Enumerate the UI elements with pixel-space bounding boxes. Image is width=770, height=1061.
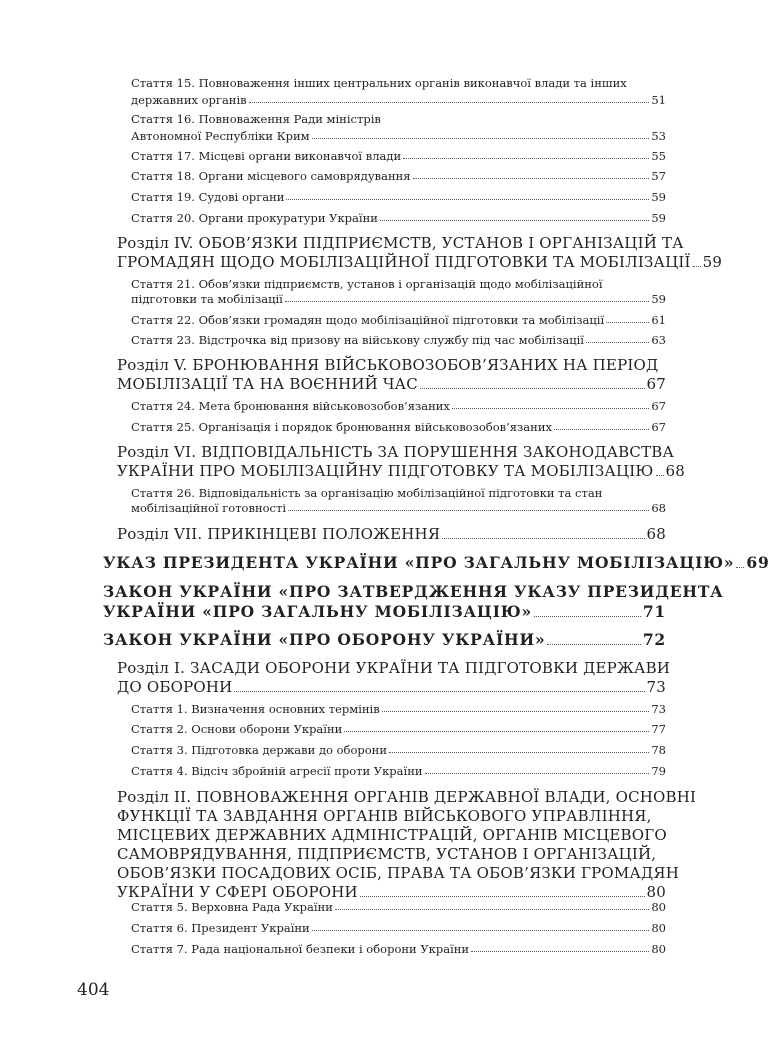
toc-entry-title: Стаття 19. Судові органи [131, 190, 285, 204]
toc-entry-s26[interactable] [131, 501, 666, 515]
toc-section-r6[interactable] [117, 462, 685, 480]
dot-leader [420, 388, 645, 389]
dot-leader [249, 102, 650, 103]
toc-page-number: 77 [651, 722, 666, 736]
toc-page-number: 67 [646, 375, 666, 393]
toc-page-number: 59 [651, 292, 666, 306]
toc-document-title: ЗАКОН УКРАЇНИ «ПРО ОБОРОНУ УКРАЇНИ» [103, 630, 546, 649]
toc-document-title: УКАЗ ПРЕЗИДЕНТА УКРАЇНИ «ПРО ЗАГАЛЬНУ МОБІЛІЗАЦІЮ» [103, 553, 735, 572]
toc-entry-a3[interactable] [131, 743, 666, 757]
toc-entry-s17[interactable] [131, 149, 666, 163]
toc-entry-title: Стаття 18. Органи місцевого самоврядування [131, 169, 411, 183]
toc-entry-s15-line1: Стаття 15. Повноваження інших центральних органів виконавчої влади та інших [131, 76, 627, 90]
toc-entry-a1[interactable] [131, 702, 666, 716]
toc-entry-title: Стаття 23. Відстрочка від призову на військову службу під час мобілізації [131, 333, 584, 347]
toc-entry-s26-line1: Стаття 26. Відповідальність за організацію мобілізаційної підготовки та стан [131, 486, 603, 500]
toc-page-number: 53 [651, 129, 666, 143]
toc-entry-title: Стаття 17. Місцеві органи виконавчої влади [131, 149, 402, 163]
dot-leader [425, 773, 650, 774]
dot-leader [693, 266, 701, 267]
dot-leader [335, 909, 649, 910]
dot-leader [403, 158, 649, 159]
toc-entry-title: Стаття 6. Президент України [131, 921, 310, 935]
dot-leader [413, 178, 650, 179]
toc-section-d2-line3: МІСЦЕВИХ ДЕРЖАВНИХ АДМІНІСТРАЦІЙ, ОРГАНІВ МІСЦЕВОГО [117, 826, 667, 844]
dot-leader [312, 930, 650, 931]
toc-page-number: 72 [642, 630, 666, 649]
toc-document-zakon1-line1: ЗАКОН УКРАЇНИ «ПРО ЗАТВЕРДЖЕННЯ УКАЗУ ПРЕЗИДЕНТА [103, 582, 724, 601]
dot-leader [285, 301, 650, 302]
toc-page-number: 80 [651, 942, 666, 956]
toc-section-d2-line2: ФУНКЦІЇ ТА ЗАВДАННЯ ОРГАНІВ ВІЙСЬКОВОГО УПРАВЛІННЯ, [117, 807, 652, 825]
toc-entry-s25[interactable] [131, 420, 666, 434]
dot-leader [382, 711, 650, 712]
toc-section-d2-line4: САМОВРЯДУВАННЯ, ПІДПРИЄМСТВ, УСТАНОВ І ОРГАНІЗАЦІЙ, [117, 845, 657, 863]
toc-entry-title: мобілізаційної готовності [131, 501, 287, 515]
toc-page-number: 59 [651, 211, 666, 225]
dot-leader [471, 951, 649, 952]
toc-page-number: 73 [646, 678, 666, 696]
toc-page-number: 79 [651, 764, 666, 778]
toc-page-number: 59 [651, 190, 666, 204]
toc-section-r4[interactable] [117, 253, 723, 271]
dot-leader [234, 691, 644, 692]
dot-leader [344, 731, 649, 732]
toc-page-number: 80 [646, 883, 666, 901]
dot-leader [554, 429, 649, 430]
toc-page-number: 55 [651, 149, 666, 163]
dot-leader [547, 644, 640, 645]
toc-section-title: Розділ VII. ПРИКІНЦЕВІ ПОЛОЖЕННЯ [117, 525, 441, 543]
toc-section-title: ГРОМАДЯН ЩОДО МОБІЛІЗАЦІЙНОЇ ПІДГОТОВКИ ТА МОБІЛІЗАЦІЇ [117, 253, 691, 271]
toc-entry-s21-line1: Стаття 21. Обов’язки підприємств, установ і організацій щодо мобілізаційної [131, 277, 603, 291]
toc-section-d2-line1: Розділ ІІ. ПОВНОВАЖЕННЯ ОРГАНІВ ДЕРЖАВНОЇ ВЛАДИ, ОСНОВНІ [117, 788, 697, 806]
dot-leader [534, 616, 641, 617]
toc-entry-s22[interactable] [131, 313, 666, 327]
toc-entry-s23[interactable] [131, 333, 666, 347]
toc-entry-title: державних органів [131, 93, 247, 107]
toc-section-title: УКРАЇНИ У СФЕРІ ОБОРОНИ [117, 883, 358, 901]
dot-leader [288, 510, 649, 511]
toc-section-d1-line1: Розділ І. ЗАСАДИ ОБОРОНИ УКРАЇНИ ТА ПІДГОТОВКИ ДЕРЖАВИ [117, 659, 671, 677]
toc-page-number: 68 [665, 462, 685, 480]
toc-page-number: 63 [651, 333, 666, 347]
toc-document-zakon1[interactable] [103, 602, 666, 621]
toc-entry-title: Стаття 22. Обов’язки громадян щодо мобілізаційної підготовки та мобілізації [131, 313, 605, 327]
toc-entry-s16-line1: Стаття 16. Повноваження Ради міністрів [131, 112, 381, 126]
toc-section-r7[interactable] [117, 525, 666, 543]
toc-entry-title: Стаття 4. Відсіч збройній агресії проти України [131, 764, 423, 778]
toc-entry-title: Стаття 20. Органи прокуратури України [131, 211, 378, 225]
toc-page-number: 80 [651, 900, 666, 914]
toc-entry-title: Стаття 25. Організація і порядок бронювання військовозобов’язаних [131, 420, 552, 434]
dot-leader [656, 475, 664, 476]
dot-leader [286, 199, 649, 200]
toc-page-number: 73 [651, 702, 666, 716]
dot-leader [380, 220, 649, 221]
toc-entry-a2[interactable] [131, 722, 666, 736]
toc-section-title: МОБІЛІЗАЦІЇ ТА НА ВОЄННИЙ ЧАС [117, 375, 418, 393]
toc-section-d1[interactable] [117, 678, 666, 696]
toc-section-r6-line1: Розділ VI. ВІДПОВІДАЛЬНІСТЬ ЗА ПОРУШЕННЯ ЗАКОНОДАВСТВА [117, 443, 675, 461]
toc-entry-s19[interactable] [131, 190, 666, 204]
toc-page-number: 71 [642, 602, 666, 621]
toc-section-r5-line1: Розділ V. БРОНЮВАННЯ ВІЙСЬКОВОЗОБОВ’ЯЗАНИХ НА ПЕРІОД [117, 356, 659, 374]
dot-leader [389, 752, 649, 753]
dot-leader [606, 322, 649, 323]
dot-leader [442, 538, 644, 539]
dot-leader [360, 896, 645, 897]
toc-entry-a7[interactable] [131, 942, 666, 956]
toc-page-number: 80 [651, 921, 666, 935]
toc-entry-title: Стаття 5. Верховна Рада України [131, 900, 333, 914]
toc-entry-s18[interactable] [131, 169, 666, 183]
toc-section-d2[interactable] [117, 883, 666, 901]
dot-leader [736, 567, 744, 568]
toc-page-number: 68 [646, 525, 666, 543]
toc-entry-title: Автономної Республіки Крим [131, 129, 310, 143]
toc-entry-s20[interactable] [131, 211, 666, 225]
toc-section-d2-line5: ОБОВ’ЯЗКИ ПОСАДОВИХ ОСІБ, ПРАВА ТА ОБОВ’ЯЗКИ ГРОМАДЯН [117, 864, 680, 882]
toc-page-number: 78 [651, 743, 666, 757]
toc-entry-title: Стаття 3. Підготовка держави до оборони [131, 743, 387, 757]
toc-entry-title: Стаття 7. Рада національної безпеки і оборони України [131, 942, 470, 956]
toc-entry-s15[interactable] [131, 93, 666, 107]
toc-page-number: 57 [651, 169, 666, 183]
dot-leader [586, 342, 649, 343]
toc-entry-s21[interactable] [131, 292, 666, 306]
toc-document-zakon2[interactable] [103, 630, 666, 649]
dot-leader [452, 408, 649, 409]
toc-page-number: 67 [651, 399, 666, 413]
toc-entry-title: Стаття 1. Визначення основних термінів [131, 702, 380, 716]
toc-page-number: 59 [702, 253, 723, 271]
toc-page-number: 68 [651, 501, 666, 515]
toc-section-r4-line1: Розділ IV. ОБОВ’ЯЗКИ ПІДПРИЄМСТВ, УСТАНОВ І ОРГАНІЗАЦІЙ ТА [117, 234, 684, 252]
toc-entry-title: Стаття 2. Основи оборони України [131, 722, 343, 736]
toc-section-title: УКРАЇНИ ПРО МОБІЛІЗАЦІЙНУ ПІДГОТОВКУ ТА МОБІЛІЗАЦІЮ [117, 462, 654, 480]
toc-page-number: 61 [651, 313, 666, 327]
page-number: 404 [77, 980, 110, 1000]
toc-entry-a5[interactable] [131, 900, 666, 914]
toc-page-number: 51 [651, 93, 666, 107]
toc-entry-s24[interactable] [131, 399, 666, 413]
toc-entry-a4[interactable] [131, 764, 666, 778]
toc-page-number: 67 [651, 420, 666, 434]
toc-entry-title: підготовки та мобілізації [131, 292, 283, 306]
toc-entry-a6[interactable] [131, 921, 666, 935]
toc-page-number: 69 [746, 553, 770, 572]
toc-section-r5[interactable] [117, 375, 666, 393]
toc-document-title: УКРАЇНИ «ПРО ЗАГАЛЬНУ МОБІЛІЗАЦІЮ» [103, 602, 532, 621]
toc-entry-s16[interactable] [131, 129, 666, 143]
toc-document-ukaz[interactable] [103, 553, 770, 572]
toc-section-title: ДО ОБОРОНИ [117, 678, 233, 696]
toc-entry-title: Стаття 24. Мета бронювання військовозобов’язаних [131, 399, 450, 413]
dot-leader [312, 138, 650, 139]
